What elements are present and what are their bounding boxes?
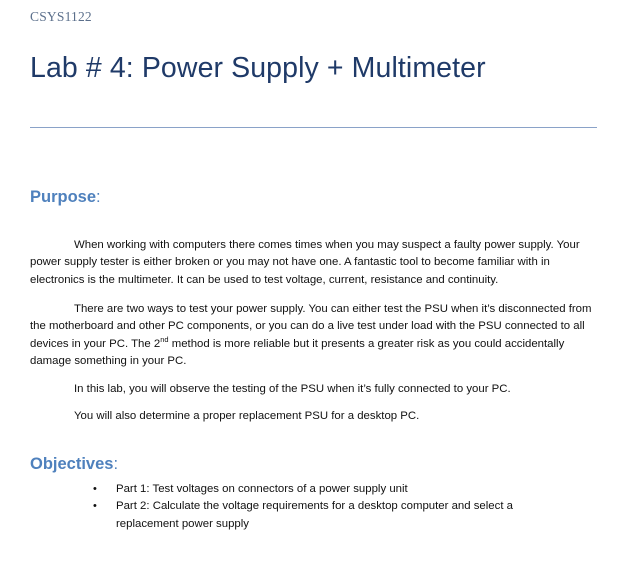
purpose-paragraph-2	[30, 301, 600, 371]
purpose-heading	[30, 188, 101, 207]
objectives-list	[92, 481, 562, 533]
purpose-paragraph-3-text: In this lab, you will observe the testing of the PSU when it’s fully connected to your PC.	[74, 383, 511, 395]
objective-item-1	[92, 481, 562, 498]
purpose-paragraph-1	[30, 237, 600, 289]
purpose-paragraph-2-text-after: method is more reliable but it presents a greater risk as you could accidentally damage something in your PC.	[30, 337, 565, 368]
purpose-paragraph-1-text: When working with computers there comes times when you may suspect a faulty power supply. Your power supply tester is either broken or you may not have one. A fantastic tool to become familiar with in electronics is the multimeter. It can be used to test voltage, current, resistance and continuity.	[30, 239, 580, 286]
objective-item-2	[92, 498, 562, 533]
title-divider	[30, 127, 597, 128]
course-code: CSYS1122	[30, 9, 92, 24]
page-title: Lab # 4: Power Supply + Multimeter	[30, 52, 486, 84]
purpose-heading-text: Purpose	[30, 188, 97, 206]
objectives-heading-colon: :	[113, 455, 119, 473]
bullet-icon: •	[93, 500, 97, 513]
objectives-heading	[30, 455, 118, 474]
objective-item-2-text: Part 2: Calculate the voltage requirements for a desktop computer and select a replacement power supply	[116, 500, 513, 530]
purpose-paragraph-2-text-before: There are two ways to test your power supply. You can either test the PSU when it’s disconnected from the motherboard and other PC components, or you can do a live test under load with the PSU connected to all devices in your PC. The 2	[30, 303, 592, 350]
purpose-paragraph-4-text: You will also determine a proper replacement PSU for a desktop PC.	[74, 410, 420, 422]
purpose-paragraph-2-superscript: nd	[160, 335, 169, 345]
purpose-heading-colon: :	[96, 188, 101, 206]
purpose-paragraph-4	[30, 408, 600, 425]
objectives-heading-text: Objectives	[30, 455, 114, 473]
objective-item-1-text: Part 1: Test voltages on connectors of a power supply unit	[116, 483, 408, 495]
bullet-icon: •	[93, 483, 97, 495]
purpose-paragraph-3	[30, 381, 600, 398]
